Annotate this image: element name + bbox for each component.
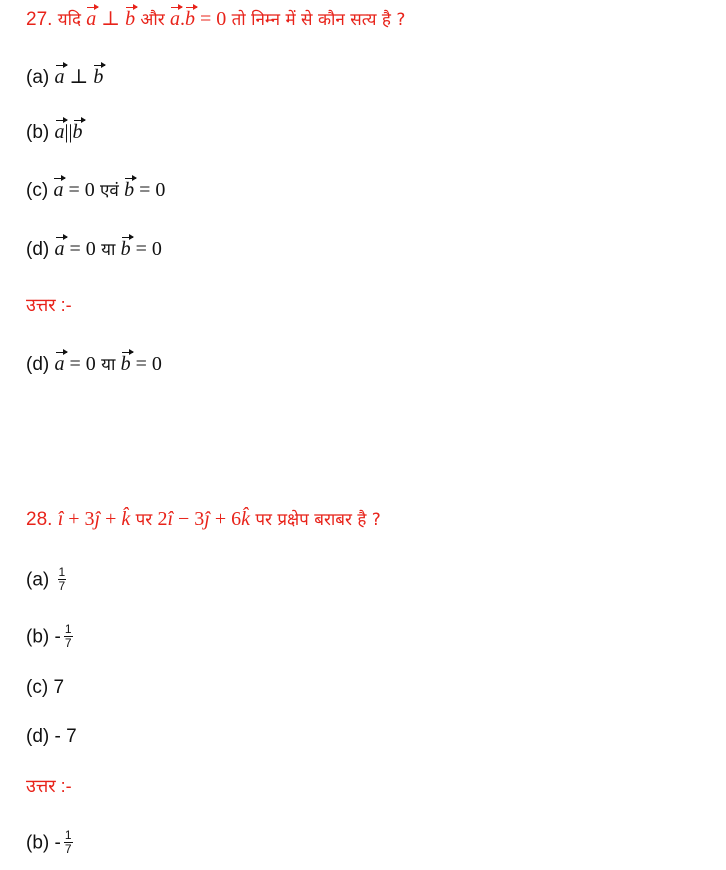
- question-text: पर प्रक्षेप बराबर है ?: [255, 510, 381, 530]
- option-c: [26, 178, 165, 203]
- question-text: पर: [135, 510, 153, 530]
- math-expression: a.b = 0: [170, 8, 227, 30]
- minus-sign: -: [54, 626, 61, 648]
- option-label: (d): [26, 726, 50, 747]
- option-b: [26, 120, 83, 145]
- conjunction-text: या: [101, 355, 116, 375]
- option-value: - 7: [54, 726, 77, 747]
- math-expression: a = 0: [54, 353, 96, 375]
- option-a: [26, 567, 66, 594]
- math-expression: b = 0: [120, 238, 162, 260]
- fraction-numerator: 1: [64, 622, 72, 636]
- answer-label: उत्तर :-: [26, 776, 72, 796]
- math-expression: 2î − 3ĵ + 6k̂: [157, 508, 251, 530]
- question-number: 28.: [26, 509, 53, 530]
- fraction: [64, 623, 73, 650]
- option-d: [26, 237, 162, 262]
- fraction-numerator: 1: [64, 828, 72, 842]
- fraction-denominator: 7: [64, 842, 72, 856]
- conjunction-text: या: [101, 240, 116, 260]
- fraction-denominator: 7: [58, 579, 66, 593]
- math-expression: a = 0: [53, 179, 95, 201]
- math-expression: a = 0: [54, 238, 96, 260]
- question-27: [26, 7, 405, 32]
- conjunction-text: एवं: [100, 181, 119, 201]
- answer-label: उत्तर :-: [26, 295, 72, 315]
- option-label: (d): [26, 354, 50, 375]
- option-label: (b): [26, 626, 50, 648]
- option-a: [26, 65, 103, 90]
- math-expression: a||b: [54, 121, 83, 143]
- option-label: (b): [26, 122, 50, 143]
- option-label: (b): [26, 832, 50, 854]
- question-text: और: [140, 10, 165, 30]
- option-d: [26, 725, 77, 749]
- option-label: (a): [26, 569, 50, 591]
- option-c: [26, 676, 64, 700]
- option-label: (c): [26, 677, 49, 698]
- option-label: (d): [26, 239, 50, 260]
- question-number: 27.: [26, 9, 53, 30]
- question-text: यदि: [57, 10, 81, 30]
- math-expression: b = 0: [124, 179, 166, 201]
- option-label: (a): [26, 67, 50, 88]
- option-label: (c): [26, 180, 49, 201]
- option-b: [26, 624, 73, 651]
- math-expression: î + 3ĵ + k̂: [57, 508, 131, 530]
- question-28: [26, 507, 381, 532]
- math-expression: a ⊥ b: [86, 8, 136, 30]
- math-expression: b = 0: [120, 353, 162, 375]
- fraction-denominator: 7: [64, 636, 72, 650]
- option-value: 7: [53, 677, 65, 698]
- fraction: [64, 829, 73, 856]
- math-expression: a ⊥ b: [54, 66, 104, 88]
- minus-sign: -: [54, 832, 61, 854]
- fraction: [58, 566, 67, 593]
- question-text: तो निम्न में से कौन सत्य है ?: [231, 10, 406, 30]
- answer-28: [26, 830, 73, 857]
- answer-27: [26, 352, 162, 377]
- fraction-numerator: 1: [58, 565, 66, 579]
